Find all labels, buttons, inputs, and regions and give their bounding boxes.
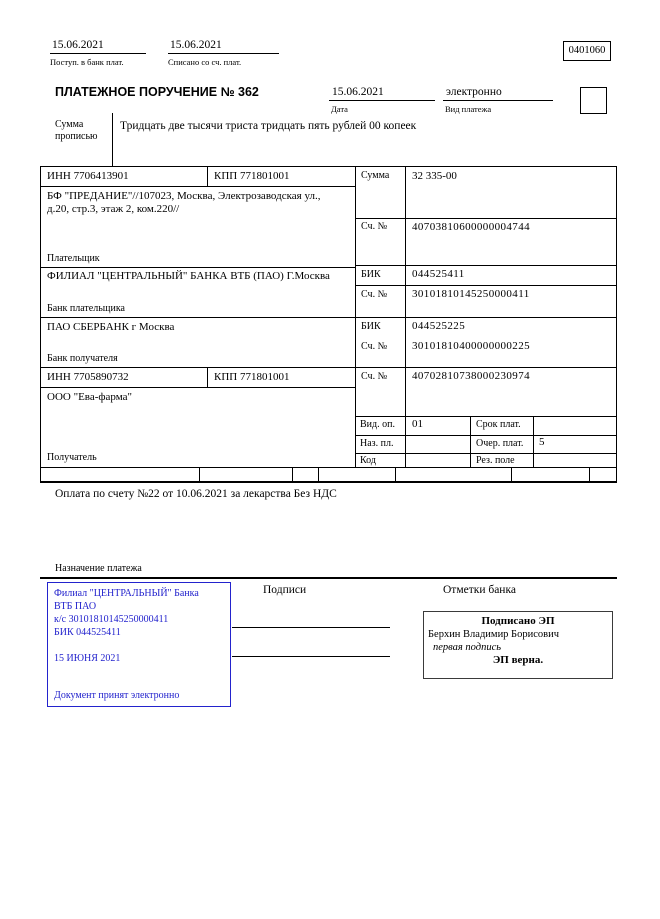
- debited-date-underline: [168, 53, 279, 54]
- table-line: [40, 166, 617, 167]
- table-line: [207, 166, 208, 186]
- table-line: [40, 166, 41, 481]
- table-line: [355, 265, 617, 266]
- bank-marks-label: Отметки банка: [443, 584, 516, 596]
- esign-name: Берхин Владимир Борисович: [428, 629, 559, 640]
- table-line: [199, 467, 200, 481]
- debited-date: 15.06.2021: [170, 39, 222, 51]
- stamp-accepted-text: Документ принят электронно: [54, 690, 180, 701]
- payer-bank-account-label: Сч. №: [361, 289, 388, 300]
- table-line: [533, 416, 534, 467]
- payment-kind-value: электронно: [446, 86, 502, 98]
- sum-value: 32 335-00: [412, 170, 457, 182]
- purpose-code-label: Наз. пл.: [360, 438, 394, 449]
- table-bottom-line: [40, 481, 617, 483]
- amount-words-value: Тридцать две тысячи триста тридцать пять рублей 00 копеек: [120, 120, 417, 132]
- table-line: [395, 467, 396, 481]
- esign-subtitle: первая подпись: [433, 642, 502, 653]
- payment-kind-checkbox: [580, 87, 607, 114]
- payer-label: Плательщик: [47, 253, 100, 264]
- beneficiary-bank-label: Банк получателя: [47, 353, 118, 364]
- stamp-date: 15 ИЮНЯ 2021: [54, 653, 121, 664]
- payment-kind-label: Вид платежа: [445, 104, 492, 114]
- table-line: [511, 467, 512, 481]
- payer-account-label: Сч. №: [361, 221, 388, 232]
- table-line: [355, 453, 617, 454]
- amount-words-label: Сумма прописью: [55, 119, 98, 142]
- beneficiary-bank-account-label: Сч. №: [361, 341, 388, 352]
- reserve-label: Рез. поле: [476, 455, 515, 466]
- payer-bank-bik-value: 044525411: [412, 268, 465, 280]
- payer-kpp: КПП 771801001: [214, 170, 290, 182]
- beneficiary-label: Получатель: [47, 452, 97, 463]
- form-code-box: 0401060: [563, 41, 611, 61]
- table-line: [355, 416, 617, 417]
- payer-inn: ИНН 7706413901: [47, 170, 129, 182]
- payer-bank-name: ФИЛИАЛ "ЦЕНТРАЛЬНЫЙ" БАНКА ВТБ (ПАО) Г.Москва: [47, 270, 330, 282]
- document-date: 15.06.2021: [332, 86, 384, 98]
- table-line: [355, 166, 356, 467]
- debited-label: Списано со сч. плат.: [168, 57, 242, 67]
- table-line: [40, 317, 617, 318]
- payer-bank-account-value: 30101810145250000411: [412, 288, 530, 300]
- bank-stamp: [47, 582, 231, 707]
- payer-account-value: 40703810600000004744: [412, 221, 530, 233]
- stamp-line: ВТБ ПАО: [54, 601, 97, 612]
- beneficiary-bank-name: ПАО СБЕРБАНК г Москва: [47, 321, 175, 333]
- table-line: [40, 467, 617, 468]
- signature-line: [232, 656, 390, 657]
- stamp-line: к/с 30101810145250000411: [54, 614, 169, 625]
- payment-kind-underline: [443, 100, 553, 101]
- table-line: [355, 285, 617, 286]
- received-date-underline: [50, 53, 146, 54]
- purpose-text: Оплата по счету №22 от 10.06.2021 за лекарства Без НДС: [55, 488, 337, 500]
- table-line: [470, 416, 471, 467]
- table-line: [318, 467, 319, 481]
- amount-words-divider: [112, 113, 113, 166]
- beneficiary-name: ООО "Ева-фарма": [47, 391, 132, 403]
- stamp-line: БИК 044525411: [54, 627, 121, 638]
- esignature-box: [423, 611, 613, 679]
- beneficiary-bank-account-value: 30101810400000000225: [412, 340, 530, 352]
- beneficiary-account-value: 40702810738000230974: [412, 370, 530, 382]
- signature-line: [232, 627, 390, 628]
- document-title: ПЛАТЕЖНОЕ ПОРУЧЕНИЕ № 362: [55, 85, 259, 99]
- beneficiary-account-label: Сч. №: [361, 371, 388, 382]
- table-line: [40, 367, 617, 368]
- table-line: [589, 467, 590, 481]
- due-label: Срок плат.: [476, 419, 521, 430]
- table-line: [616, 166, 617, 481]
- op-type-label: Вид. оп.: [360, 419, 395, 430]
- purpose-label: Назначение платежа: [55, 563, 142, 574]
- payer-name: БФ "ПРЕДАНИЕ"//107023, Москва, Электрозаводская ул., д.20, стр.3, этаж 2, ком.220//: [47, 190, 321, 215]
- beneficiary-bank-bik-label: БИК: [361, 321, 381, 332]
- table-line: [40, 186, 355, 187]
- op-type-value: 01: [412, 418, 423, 430]
- received-in-bank-date: 15.06.2021: [52, 39, 104, 51]
- table-line: [405, 166, 406, 467]
- table-line: [40, 267, 355, 268]
- esign-verified: ЭП верна.: [492, 654, 544, 666]
- purpose-underline: [40, 577, 617, 579]
- table-line: [292, 467, 293, 481]
- table-line: [355, 218, 617, 219]
- beneficiary-inn: ИНН 7705890732: [47, 371, 129, 383]
- esign-title: Подписано ЭП: [481, 615, 555, 627]
- beneficiary-kpp: КПП 771801001: [214, 371, 290, 383]
- received-in-bank-label: Поступ. в банк плат.: [50, 57, 124, 67]
- code-label: Код: [360, 455, 376, 466]
- table-line: [355, 435, 617, 436]
- sum-label: Сумма: [361, 170, 390, 181]
- payer-bank-bik-label: БИК: [361, 269, 381, 280]
- payer-bank-label: Банк плательщика: [47, 303, 125, 314]
- date-underline: [329, 100, 435, 101]
- signatures-label: Подписи: [263, 584, 307, 596]
- priority-label: Очер. плат.: [476, 438, 524, 449]
- stamp-line: Филиал "ЦЕНТРАЛЬНЫЙ" Банка: [54, 588, 199, 599]
- beneficiary-bank-bik-value: 044525225: [412, 320, 466, 332]
- table-line: [40, 387, 355, 388]
- table-line: [207, 367, 208, 387]
- date-label: Дата: [331, 104, 348, 114]
- priority-value: 5: [539, 436, 545, 448]
